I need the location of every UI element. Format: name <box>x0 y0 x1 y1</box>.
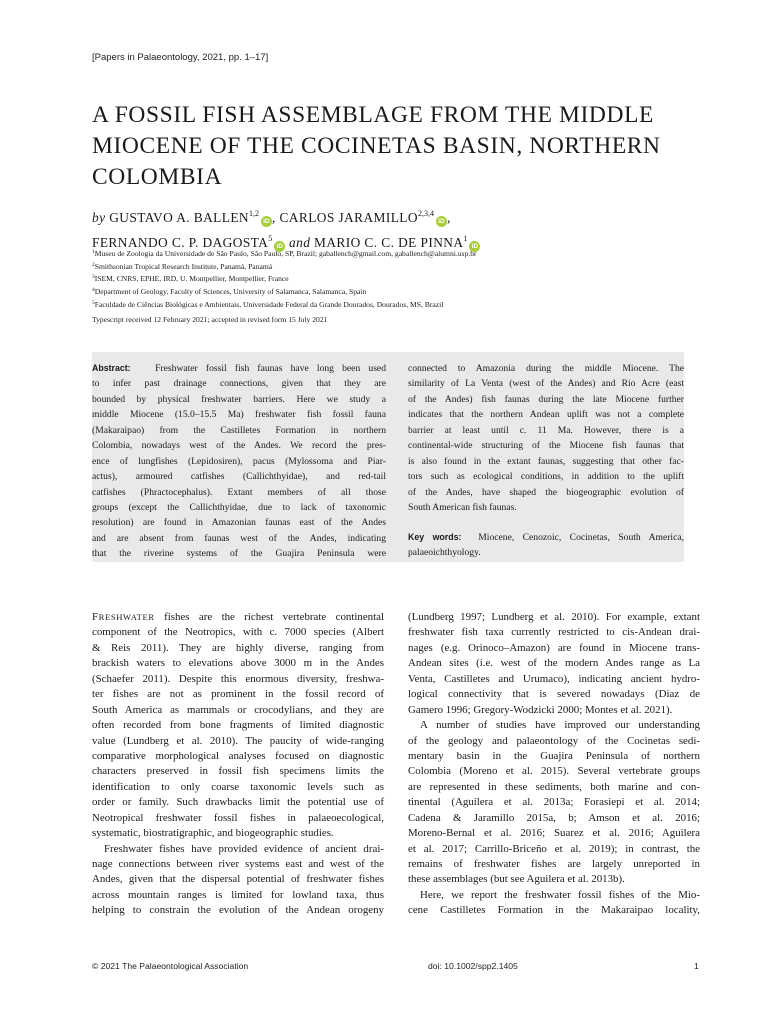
body-text: fishes are the richest vertebrate continental <box>154 611 384 623</box>
author-list: by GUSTAVO A. BALLEN$^{1,2}$iD , CARLOS JARAMILLO$^{2,3,4}$iD , FERNANDO C. P. DAGOSTA$^5$iD and MARIO C. C. DE PINNA$^1$iD <box>92 203 692 253</box>
affiliations <box>92 247 692 311</box>
affiliation: $^1$Museu de Zoologia da Universidade de São Paulo, São Paulo, SP, Brazil; gaballench@gmail.com, gaballench@alumni.usp.br <box>92 249 477 258</box>
abstract-line: catfishes (Phractocephalus). Extant members of all those <box>92 486 386 498</box>
abstract-line: of the Andes, have shaped the biogeographic evolution of <box>408 486 684 498</box>
abstract-line: groups (except the Callichthyidae, due to lack of taxonomic <box>92 501 386 513</box>
abstract-line: to infer past drainage connections, given that they are <box>92 378 386 390</box>
author-affil-ref: 5 <box>268 234 273 243</box>
author-affil-ref: 1,2 <box>248 209 259 218</box>
body-line: tinental (Aguilera et al. 2013a; Forasiepi et al. 2014; <box>408 796 700 809</box>
abstract-line: connected to Amazonia during the middle Miocene. The <box>408 363 684 374</box>
and-word: and <box>289 235 311 250</box>
author-affil-ref: 2,3,4 <box>417 209 434 218</box>
body-line: helping to constrain the evolution of the Andean orogeny <box>92 904 384 917</box>
abstract-line: that the riverine systems of the Guajira Peninsula were <box>92 548 386 560</box>
body-line: nages (e.g. Orinoco–Amazon) are found in Miocene trans- <box>408 641 700 654</box>
page-number: 1 <box>694 961 699 971</box>
body-line: identification to only coarse taxonomic levels such as <box>92 780 384 793</box>
affiliation: $^3$ISEM, CNRS, EPHE, IRD, U. Montpellier, Montpellier, France <box>92 274 289 284</box>
abstract-line: middle Miocene (15.0–15.5 Ma) freshwater fish fossil fauna <box>92 409 386 421</box>
body-line: Here, we report the freshwater fossil fishes of the Mio- <box>420 888 700 901</box>
body-line: mentary basin in the Guajira Peninsula of northern <box>408 749 700 762</box>
abstract-line: and are absent from faunas west of the Andes, indicating <box>92 532 386 544</box>
lead-word: FRESHWATER <box>92 611 155 623</box>
body-line: & Reis 2011). They are highly diverse, ranging from <box>92 641 384 654</box>
affiliation: $^2$Smithsonian Tropical Research Institute, Panamá, Panamá <box>92 261 273 271</box>
body-line: South America as mammals or crocodylians, and they are <box>92 703 384 716</box>
body-line: Venta, Castilletes and Urumaco), indicating ancient hydro- <box>408 672 700 685</box>
abstract-line: (Makaraipao) from the Castilletes Formation in northern <box>92 424 386 436</box>
abstract-left-column <box>92 361 386 562</box>
abstract-line: Colombia, nowadays west of the Andes. We record the pres- <box>92 440 386 452</box>
body-line: across mountain ranges is limited for lowland taxa, thus <box>92 888 384 901</box>
abstract-line: of the Andes) fish faunas during the late Miocene further <box>408 393 684 405</box>
body-line: A number of studies have improved our understanding <box>420 719 700 732</box>
body-line: brackish waters to elevations above 3000 m in the Andes <box>92 657 384 670</box>
body-line: value (Lundberg et al. 2010). The paucity of wide-ranging <box>92 734 384 747</box>
abstract-line <box>92 361 386 376</box>
body-line: (Lundberg 1997; Lundberg et al. 2010). For example, extant <box>408 611 700 623</box>
body-line: characters preserved in fossil fish specimens limits the <box>92 765 384 778</box>
abstract-text: Freshwater fossil fish faunas have long been used <box>155 363 386 374</box>
abstract-line: ence of lungfishes (Lepidosiren), pacus (Mylossoma and Piar- <box>92 455 386 467</box>
keywords <box>408 530 684 561</box>
abstract-line: continental-wide structuring of the Miocene fish faunas that <box>408 440 684 452</box>
body-line: Cadena & Jaramillo 2015a, b; Amson et al. 2016; <box>408 811 700 824</box>
abstract-line: is also found in the extant faunas, suggesting that other fac- <box>408 455 684 467</box>
abstract-line: similarity of La Venta (west of the Andes) and Rio Acre (east <box>408 378 684 390</box>
body-line: freshwater fish taxa currently restricted to cis-Andean drai- <box>408 626 700 639</box>
body-line: often recorded from bone fragments of limited diagnostic <box>92 719 384 732</box>
affiliation: $^5$Faculdade de Ciências Biológicas e Ambientais, Universidade Federal da Grande Dourados, Dourados, MS, Brazil <box>92 299 444 309</box>
abstract-right-column <box>408 361 684 515</box>
author-name: MARIO C. C. DE PINNA <box>314 235 464 250</box>
abstract-line: tors such as ecological conditions, in addition to the uplift <box>408 471 684 483</box>
author-name: GUSTAVO A. BALLEN <box>109 210 249 225</box>
body-line <box>92 610 384 625</box>
body-line: of the geology and palaeontology of the Cocinetas sedi- <box>408 734 700 747</box>
body-line: Moreno-Bernal et al. 2016; Suarez et al. 2016; Aguilera <box>408 827 700 840</box>
author-affil-ref: 1 <box>463 234 468 243</box>
abstract-line: resolution) are found in Amazonian faunas east of the Andes <box>92 517 386 529</box>
body-line: order or family. Such drawbacks limit the potential use of <box>92 796 384 809</box>
body-line: et al. 2017; Carrillo-Briceño et al. 2019); in contrast, the <box>408 842 700 855</box>
article-title <box>92 100 692 193</box>
copyright-notice: © 2021 The Palaeontological Association <box>92 961 249 971</box>
title-line: A FOSSIL FISH ASSEMBLAGE FROM THE MIDDLE <box>92 102 654 128</box>
body-left-column <box>92 610 384 919</box>
body-right-column <box>408 610 700 919</box>
body-line: remains of freshwater fishes are largely unreported in <box>408 858 700 870</box>
abstract-line: barrier at least until c. 11 Ma. However, there is a <box>408 424 684 436</box>
author-name: FERNANDO C. P. DAGOSTA <box>92 235 269 250</box>
keywords-label: Key words: <box>408 532 462 542</box>
keywords-text: Miocene, Cenozoic, Cocinetas, South America, <box>478 532 685 543</box>
doi: doi: 10.1002/spp2.1405 <box>428 961 518 971</box>
body-line: Neotropical freshwater fossil fishes in palaeoecological, <box>92 811 384 824</box>
body-line: ter fishes are not as prominent in the fossil record of <box>92 688 384 701</box>
received-dates: Typescript received 12 February 2021; accepted in revised form 15 July 2021 <box>92 315 328 324</box>
by-word: by <box>92 210 106 225</box>
body-line: Colombia (Moreno et al. 2015). Several vertebrate groups <box>408 765 700 778</box>
body-line: Andes, given that the dispersal potential of freshwater fishes <box>92 873 384 886</box>
orcid-icon[interactable]: iD <box>261 216 272 227</box>
orcid-icon[interactable]: iD <box>436 216 447 227</box>
journal-reference: [Papers in Palaeontology, 2021, pp. 1–17] <box>92 52 269 63</box>
body-line: Freshwater fishes have provided evidence of ancient drai- <box>104 842 384 855</box>
body-line: these assemblages (but see Aguilera et al. 2013b). <box>408 873 625 886</box>
author-name: CARLOS JARAMILLO <box>279 210 418 225</box>
body-line: (Schaefer 2011). Despite this enormous diversity, freshwa- <box>92 672 384 685</box>
body-line: comparative morphological analyses focused on diagnostic <box>92 749 384 762</box>
body-line: systematic, biostratigraphic, and biogeographic studies. <box>92 827 334 840</box>
orcid-icon[interactable]: iD <box>469 241 480 252</box>
title-line: MIOCENE OF THE COCINETAS BASIN, NORTHERN <box>92 133 661 159</box>
body-line: Gamero 1996; Gregory-Wodzicki 2000; Montes et al. 2021). <box>408 703 673 716</box>
orcid-icon[interactable]: iD <box>274 241 285 252</box>
body-line: nage connections between river systems east and west of the <box>92 858 384 870</box>
abstract-line: bounded by physical freshwater barriers. Here we study a <box>92 393 386 405</box>
body-line: are represented in these sediments, both marine and con- <box>408 780 700 793</box>
affiliation: $^4$Department of Geology, Faculty of Sciences, University of Salamanca, Salamanca, Spain <box>92 287 367 297</box>
title-line: COLOMBIA <box>92 164 223 190</box>
body-line: component of the Neotropics, with c. 7000 species (Albert <box>92 626 384 639</box>
body-line: cene Castilletes Formation in the Makaraipao locality, <box>408 904 700 917</box>
body-line: logical connectivity that is severed nowadays (Diaz de <box>408 688 700 701</box>
abstract-line: South American fish faunas. <box>408 501 517 513</box>
keywords-text: palaeoichthyology. <box>408 547 481 559</box>
abstract-line: indicates that the northern Andean uplift was not a complete <box>408 409 684 421</box>
abstract-label: Abstract: <box>92 363 131 373</box>
abstract-line: actus), armoured catfishes (Callichthyidae), and red-tail <box>92 471 386 483</box>
body-line: Andean sites (i.e. west of the modern Andes range as La <box>408 657 700 670</box>
